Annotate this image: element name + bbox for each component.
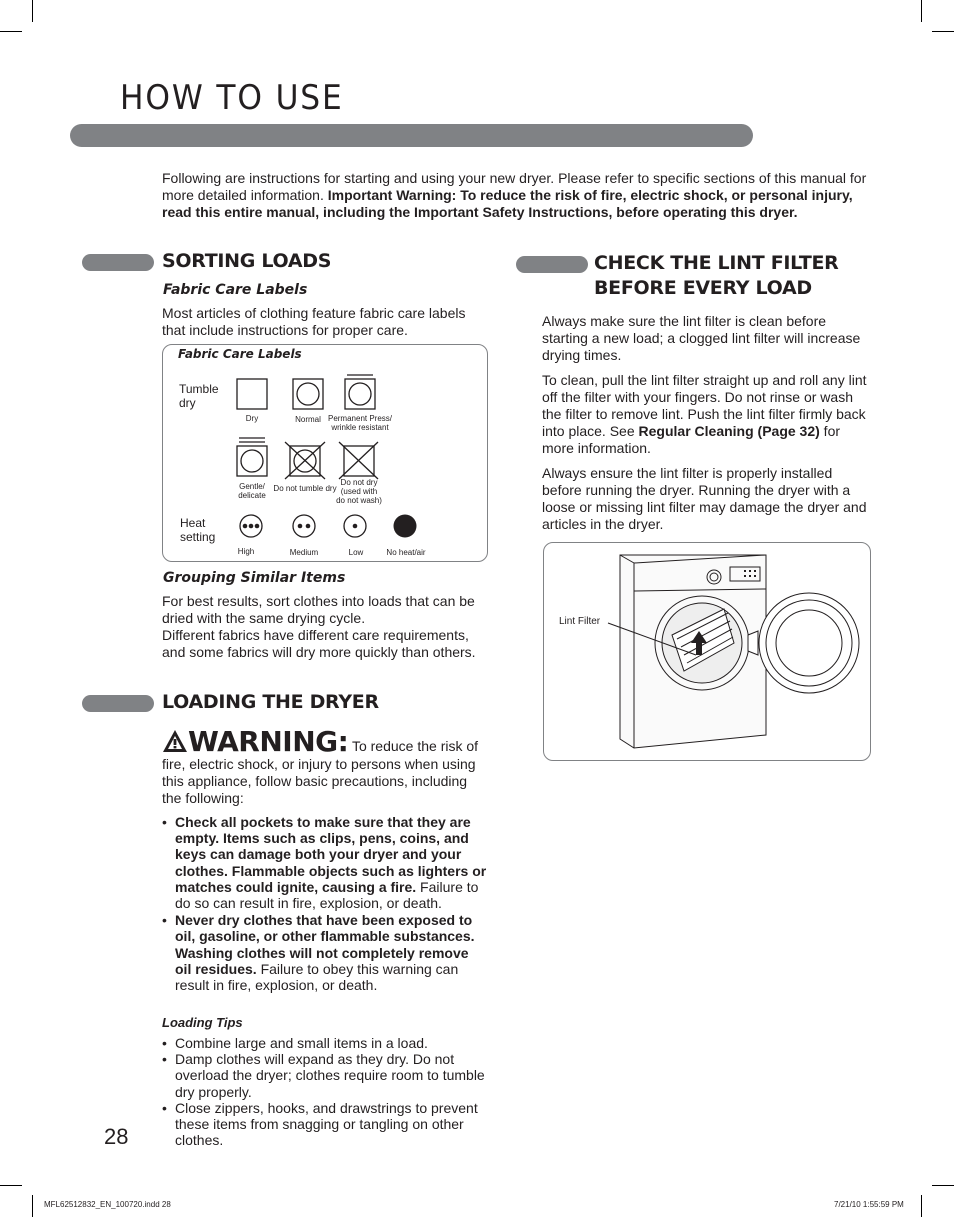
tumble-label: Tumble dry — [179, 382, 219, 410]
list-item: • Damp clothes will expand as they dry. Do not overload the dryer; clothes require room to tumble dry properly. — [162, 1051, 488, 1100]
loading-heading: LOADING THE DRYER — [162, 691, 379, 713]
list-item: • Check all pockets to make sure that they are empty. Items such as clips, pens, coins, and keys can damage both your dryer and your clothes. Flammable objects such as lighters or matches could ignite, causing a fire. Failure to do so can result in fire, explosion, or death. — [162, 814, 488, 911]
heat-medium-icon — [293, 515, 315, 537]
dryer-illustration — [544, 543, 870, 760]
dry-caption: Dry — [245, 414, 259, 423]
crop-mark — [32, 0, 33, 22]
lint-heading: CHECK THE LINT FILTER BEFORE EVERY LOAD — [594, 252, 839, 299]
list-item: • Combine large and small items in a load. — [162, 1035, 488, 1051]
normal-caption: Normal — [295, 415, 321, 424]
crop-mark — [921, 0, 922, 22]
section-pill — [82, 254, 154, 271]
crop-mark — [0, 31, 22, 32]
no-heat-icon — [394, 515, 417, 538]
tips-list — [162, 1035, 488, 1148]
crop-mark — [932, 1185, 954, 1186]
list-item: • Never dry clothes that have been exposed to oil, gasoline, or other flammable substances. Washing clothes will not completely remove oil residues. Failure to obey this warning can result in fire, explosion, or death. — [162, 912, 488, 993]
perm-press-caption: Permanent Press/ wrinkle resistant — [327, 414, 393, 432]
warning-word: WARNING: — [188, 725, 349, 758]
warning-triangle-icon — [162, 729, 188, 753]
warning-block — [162, 725, 484, 807]
tips-heading: Loading Tips — [162, 1015, 243, 1030]
lint-para-3: Always ensure the lint filter is properly installed before running the dryer. Running the dryer with a loose or missing lint filter may damage the dryer and articles in the dryer. — [542, 465, 867, 532]
lint-para-2: To clean, pull the lint filter straight up and roll any lint off the filter with your fingers. Do not rinse or wash the filter to remove lint. Push the lint filter firmly back into place. See Regular Cleaning (Page 32) for more information. — [542, 372, 867, 456]
care-text: Most articles of clothing feature fabric care labels that include instructions for proper care. — [162, 305, 466, 338]
low-caption: Low — [348, 548, 364, 557]
grouping-text: For best results, sort clothes into loads that can be dried with the same drying cycle. Different fabrics have different care requirements, and some fabrics will dry more quickly than others. — [162, 593, 476, 660]
care-box-title: Fabric Care Labels — [178, 347, 302, 361]
crop-mark — [0, 1185, 22, 1186]
care-subheading: Fabric Care Labels — [163, 282, 308, 298]
care-symbols — [163, 345, 489, 563]
crop-mark — [32, 1195, 33, 1217]
intro-paragraph — [162, 170, 872, 221]
fabric-care-box — [162, 344, 488, 562]
heat-label: Heat setting — [180, 516, 216, 544]
page-number: 28 — [104, 1124, 129, 1149]
high-caption: High — [237, 547, 255, 556]
warning-text: To reduce the risk of fire, electric shock, or injury to persons when using this appliance, follow basic precautions, including the following: — [162, 738, 479, 806]
section-pill — [82, 695, 154, 712]
gentle-caption: Gentle/ delicate — [238, 482, 266, 500]
warning-list — [162, 814, 488, 993]
no-tumble-caption: Do not tumble dry — [273, 484, 337, 493]
page-title: HOW TO USE — [120, 78, 344, 118]
grouping-subheading: Grouping Similar Items — [163, 570, 346, 586]
intro-warning: Important Warning: To reduce the risk of fire, electric shock, or personal injury, read this entire manual, including the Important Safety Instructions, before operating this dryer. — [162, 187, 853, 220]
crop-mark — [921, 1195, 922, 1217]
title-bar — [70, 124, 753, 147]
crop-mark — [932, 31, 954, 32]
lint-filter-label: Lint Filter — [559, 616, 601, 627]
no-heat-caption: No heat/air — [386, 548, 426, 557]
intro-text: Following are instructions for starting and using your new dryer. Please refer to specific sections of this manual for more detailed information. — [162, 170, 867, 203]
medium-caption: Medium — [289, 548, 319, 557]
footer-right: 7/21/10 1:55:59 PM — [834, 1200, 904, 1209]
section-pill — [516, 256, 588, 273]
lint-filter-figure — [543, 542, 871, 761]
sorting-heading: SORTING LOADS — [162, 250, 332, 272]
list-item: • Close zippers, hooks, and drawstrings to prevent these items from snagging or tangling on other clothes. — [162, 1100, 488, 1149]
no-dry-caption: Do not dry (used with do not wash) — [336, 478, 382, 505]
footer-left: MFL62512832_EN_100720.indd 28 — [44, 1200, 171, 1209]
tumble-dry-icon — [237, 379, 267, 409]
lint-para-1: Always make sure the lint filter is clean before starting a new load; a clogged lint filter will increase drying times. — [542, 313, 861, 363]
